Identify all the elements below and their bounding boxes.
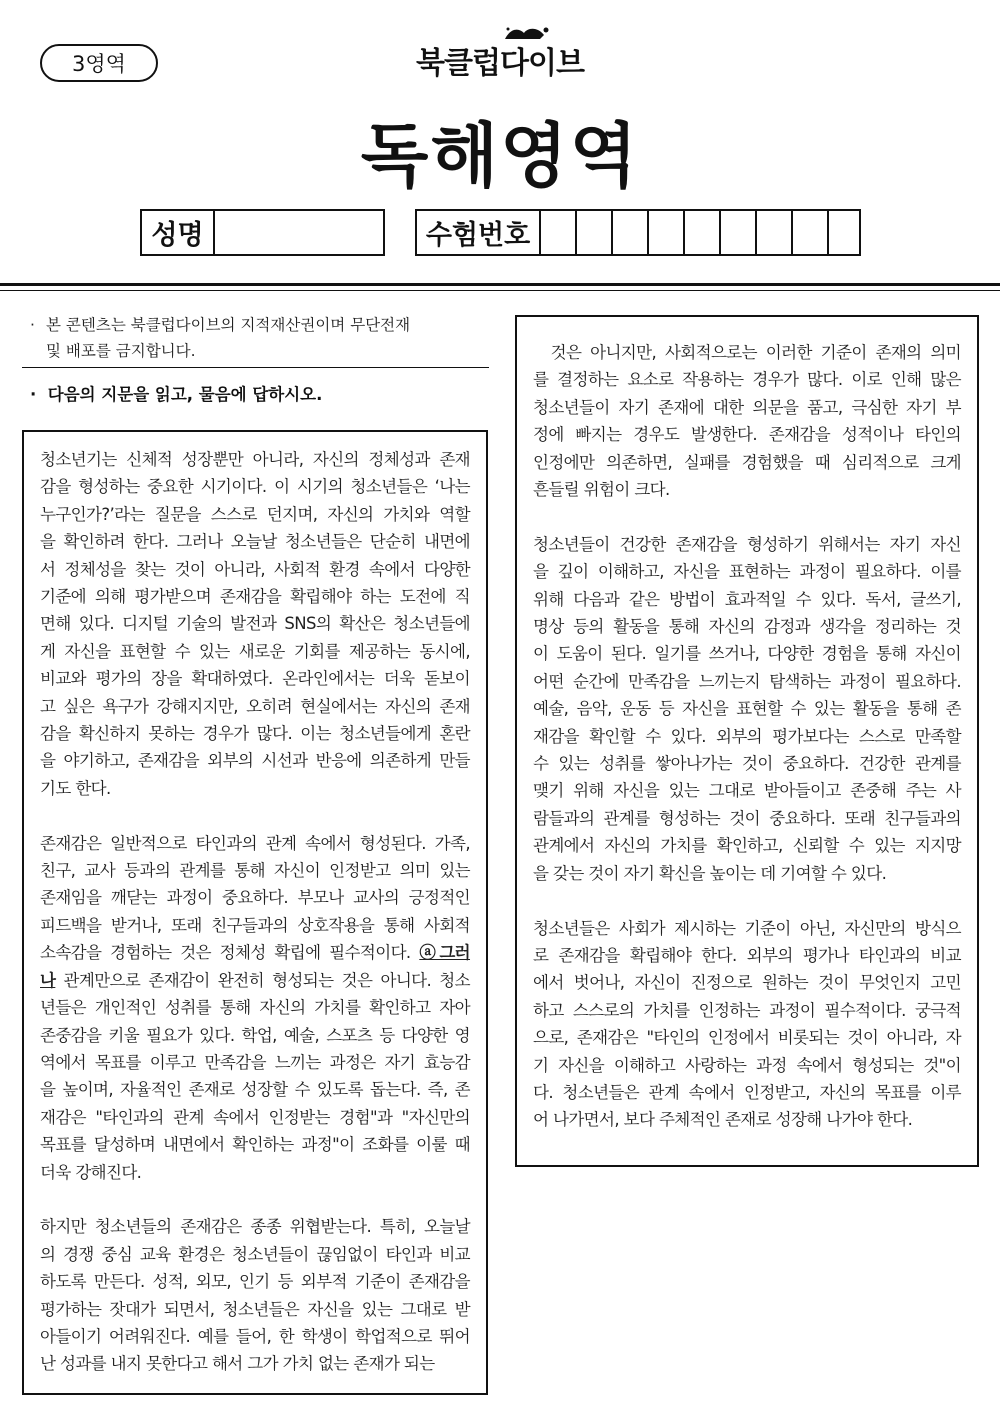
passage-line: 흔들릴 위험이 크다. [533,480,670,500]
passage-paragraph [40,446,470,802]
exam-number-box [415,209,861,256]
passage-line: 으로, 존재감은 "타인의 인정에서 비롯되는 것이 아니라, 자 [533,1028,961,1048]
passage-text: 소속감을 경험하는 것은 정체성 확립에 필수적이다. [40,943,420,963]
passage-text: 관계만으로 존재감이 완전히 형성되는 것은 아니다. 청소 [55,970,470,990]
passage-line: 하지만 청소년들의 존재감은 종종 위협받는다. 특히, 오늘날 [40,1217,470,1237]
instruction-bullet: · [30,385,48,404]
passage-paragraph [533,915,961,1134]
passage-line: 목표를 달성하며 내면에서 확인하는 과정"이 조화를 이룰 때 [40,1135,470,1155]
passage-line: 의 경쟁 중심 교육 환경은 청소년들이 끊임없이 타인과 비교 [40,1244,470,1264]
passage-line: 청소년들이 자기 존재에 대한 의문을 품고, 극심한 자기 부 [533,397,961,417]
passage-line: 역에서 목표를 이루고 만족감을 느끼는 과정은 자기 효능감 [40,1052,470,1072]
passage-line: 을 야기하고, 존재감을 외부의 시선과 반응에 의존하게 만들 [40,751,470,771]
passage-line: 하도록 만든다. 성적, 외모, 인기 등 외부적 기준이 존재감을 [40,1272,470,1292]
notice-bullet: · [30,316,35,334]
marker-a-highlight-cont: 나 [40,970,56,990]
section-label: 3영역 [72,52,126,76]
passage-line: 것은 아니지만, 사회적으로는 이러한 기준이 존재의 의미 [533,343,961,362]
passage-line: 을 깊이 이해하고, 자신을 표현하는 과정이 필요하다. 이를 [533,562,961,582]
passage-line: 수 있는 성취를 쌓아나가는 것이 중요하다. 건강한 관계를 [533,754,961,774]
passage-line: 누구인가?’라는 질문을 스스로 던지며, 자신의 가치와 역할 [40,504,470,524]
exam-digit-cell[interactable] [577,211,613,254]
passage-paragraph [40,1213,470,1377]
passage-line: 난 성과를 내지 못한다고 해서 그가 가치 없는 존재가 되는 [40,1354,435,1374]
passage-line: 관계에서 자신의 가치를 확인하고, 신뢰할 수 있는 지지망 [533,836,961,856]
passage-line: 면해 있다. 디지털 기술의 발전과 SNS의 확산은 청소년들에 [40,614,470,634]
passage-line: 재감은 "타인과의 관계 속에서 인정받는 경험"과 "자신만의 [40,1107,470,1127]
passage-line: 아들이기 어려워진다. 예를 들어, 한 학생이 학업적으로 뛰어 [40,1326,470,1346]
passage-line: 감을 형성하는 중요한 시기이다. 이 시기의 청소년들은 ‘나는 [40,477,470,497]
exam-digit-cell[interactable] [685,211,721,254]
passage-line [40,939,470,966]
passage-line: 서 정체성을 찾는 것이 아니라, 사회적 환경 속에서 다양한 [40,559,470,579]
exam-digit-cell[interactable] [793,211,829,254]
notice-line: 및 배포를 금지합니다. [46,342,196,360]
passage-line: 기 자신을 이해하고 사랑하는 과정 속에서 형성되는 것"이 [533,1055,961,1075]
passage-line: 어 나가면서, 보다 주체적인 존재로 성장해 나가야 한다. [533,1110,913,1130]
passage-line: 평가하는 잣대가 되면서, 청소년들은 자신을 있는 그대로 받 [40,1299,470,1319]
passage-line: 하고 스스로의 가치를 인정하는 과정이 필수적이다. 궁극적 [533,1000,961,1020]
passage-line: 청소년기는 신체적 성장뿐만 아니라, 자신의 정체성과 존재 [40,450,470,469]
passage-line: 존중감을 키울 필요가 있다. 학업, 예술, 스포츠 등 다양한 영 [40,1025,470,1045]
passage-line: 위해 다음과 같은 방법이 효과적일 수 있다. 독서, 글쓰기, [533,589,961,609]
notice-divider [22,367,489,368]
passage-line: 을 높이며, 자율적인 존재로 성장할 수 있도록 돕는다. 즉, 존 [40,1080,470,1100]
notice-line: 본 콘텐츠는 북클럽다이브의 지적재산권이며 무단전재 [46,316,411,334]
passage-line: 존재감은 일반적으로 타인과의 관계 속에서 형성된다. 가족, [40,833,470,853]
passage-line: 년들은 개인적인 성취를 통해 자신의 가치를 확인하고 자아 [40,998,470,1018]
passage-paragraph [40,830,470,1186]
passage-line: 게 자신을 표현할 수 있는 새로운 기회를 제공하는 동시에, [40,641,470,661]
exam-digit-cell[interactable] [541,211,577,254]
brand-logo [400,38,600,82]
passage-line: 기준에 의해 평가받으며 존재감을 확립해야 하는 도전에 직 [40,587,470,607]
passage-right [515,315,979,1167]
name-input-area[interactable] [215,211,383,254]
passage-line: 를 결정하는 요소로 작용하는 경우가 많다. 이로 인해 많은 [533,370,961,390]
copyright-notice [30,312,490,364]
passage-paragraph [533,339,961,503]
passage-line: 어떤 순간에 만족감을 느끼는지 탐색하는 과정이 필요하다. [533,671,961,691]
exam-number-label: 수험번호 [417,211,541,254]
passage-line: 예술, 음악, 운동 등 자신을 표현할 수 있는 활동을 통해 존 [533,699,961,719]
passage-line: 감을 확신하지 못하는 경우가 많다. 이는 청소년들에게 혼란 [40,724,470,744]
exam-digit-cell[interactable] [757,211,793,254]
passage-line: 에서 벗어나, 자신이 진정으로 원하는 것이 무엇인지 고민 [533,973,961,993]
page-title: 독해영역 [360,114,640,197]
passage-line: 명상 등의 활동을 통해 자신의 감정과 생각을 정리하는 것 [533,617,961,637]
instruction [30,382,490,408]
passage-line: 비교와 평가의 장을 확대하였다. 온라인에서는 더욱 돋보이 [40,669,470,689]
passage-line: 청소년들은 사회가 제시하는 기준이 아닌, 자신만의 방식으 [533,918,961,938]
passage-line: 람들과의 관계를 형성하는 것이 중요하다. 또래 친구들과의 [533,808,961,828]
brand-logo-text: 북클럽다이브 [416,46,584,81]
section-badge [40,44,158,82]
passage-line: 인정에만 의존하면, 실패를 경험했을 때 심리적으로 크게 [533,452,961,472]
name-label: 성명 [142,211,215,254]
passage-line: 로 존재감을 확립해야 한다. 외부의 평가나 타인과의 비교 [533,945,961,965]
passage-line: 이 도움이 된다. 일기를 쓰거나, 다양한 경험을 통해 자신이 [533,644,961,664]
passage-line: 재감을 확인할 수 있다. 외부의 평가보다는 스스로 만족할 [533,726,961,746]
passage-line: 피드백을 받거나, 또래 친구들과의 상호작용을 통해 사회적 [40,915,470,935]
exam-digit-cell[interactable] [649,211,685,254]
passage-line: 존재임을 깨닫는 과정이 중요하다. 부모나 교사의 긍정적인 [40,888,470,908]
passage-line: 다. 청소년들은 관계 속에서 인정받고, 자신의 목표를 이루 [533,1082,961,1102]
passage-line: 기도 한다. [40,778,111,798]
passage-line: 을 확인하려 한다. 그러나 오늘날 청소년들은 단순히 내면에 [40,532,470,552]
instruction-text: 다음의 지문을 읽고, 물음에 답하시오. [47,385,323,404]
passage-line: 더욱 강해진다. [40,1162,142,1182]
passage-line: 을 갖는 것이 자기 확신을 높이는 데 기여할 수 있다. [533,863,887,883]
passage-line [40,967,470,994]
passage-line: 청소년들이 건강한 존재감을 형성하기 위해서는 자기 자신 [533,534,961,554]
header-rule-thin [0,290,1000,291]
passage-line: 고 싶은 욕구가 강해지지만, 오히려 현실에서는 자신의 존재 [40,696,470,716]
exam-digit-cell[interactable] [613,211,649,254]
exam-digit-cell[interactable] [721,211,757,254]
passage-line: 맺기 위해 자신을 있는 그대로 받아들이고 존중해 주는 사 [533,781,961,801]
passage-paragraph [533,531,961,887]
passage-line: 친구, 교사 등과의 관계를 통해 자신이 인정받고 의미 있는 [40,861,470,881]
header-rule-thick [0,283,1000,286]
exam-digit-cell[interactable] [829,211,859,254]
marker-a-highlight: ⓐ그러 [419,943,471,963]
passage-line: 정에 빠지는 경우도 발생한다. 존재감을 성적이나 타인의 [533,425,961,445]
name-field-box [140,209,385,256]
passage-left [22,430,488,1395]
